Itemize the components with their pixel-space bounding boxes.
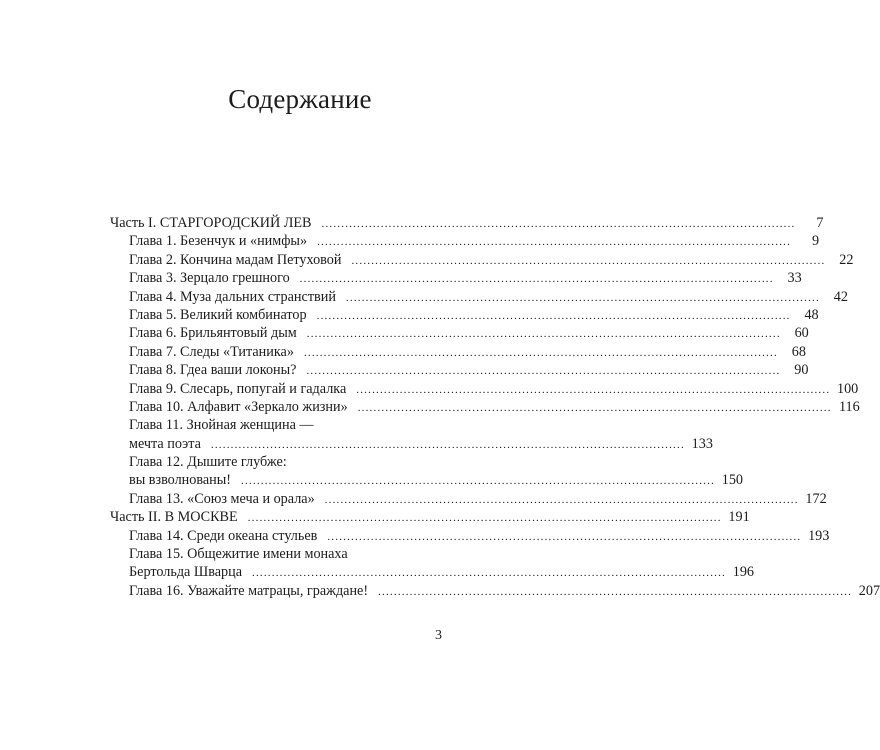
toc-page-number: 116 xyxy=(838,398,860,415)
toc-entry-label: Глава 7. Следы «Титаника» xyxy=(129,343,294,360)
toc-page-number: 22 xyxy=(839,251,854,268)
leader-dots: ........................................................................................................................ xyxy=(317,236,792,249)
leader-dots: ........................................................................................................................ xyxy=(378,585,853,598)
toc-page-number: 150 xyxy=(721,472,744,489)
leader-dots: ........................................................................................................................ xyxy=(210,438,685,451)
toc-entry-label: Глава 10. Алфавит «Зеркало жизни» xyxy=(129,398,348,415)
toc-entry-continuation xyxy=(110,471,744,489)
toc-entry-label: Глава 5. Великий комбинатор xyxy=(129,306,307,323)
toc-entry-label: Глава 13. «Союз меча и орала» xyxy=(129,490,315,507)
toc-entry-label: Глава 2. Кончина мадам Петуховой xyxy=(129,251,342,268)
toc-entry-label: Глава 6. Брильянтовый дым xyxy=(129,325,297,342)
toc-entry-continuation xyxy=(110,563,754,581)
toc-page-number: 60 xyxy=(794,325,809,342)
toc-entry-chapter xyxy=(110,251,854,269)
toc-entry-label: Глава 3. Зерцало грешного xyxy=(129,270,290,287)
toc-page-number: 172 xyxy=(805,490,827,507)
leader-dots: ........................................................................................................................ xyxy=(345,291,820,304)
leader-dots: ........................................................................................................................ xyxy=(306,365,781,378)
toc-entry-chapter xyxy=(110,398,860,416)
toc-page-number: 133 xyxy=(691,435,713,452)
toc-entry-label: Часть I. СТАРГОРОДСКИЙ ЛЕВ xyxy=(110,215,312,231)
leader-dots: ........................................................................................................................ xyxy=(252,567,726,580)
leader-dots: ........................................................................................................................ xyxy=(327,530,802,543)
leader-dots: ........................................................................................................................ xyxy=(247,512,722,525)
toc-entry-chapter xyxy=(110,269,802,287)
leader-dots: ........................................................................................................................ xyxy=(357,401,832,414)
leader-dots: ........................................................................................................................ xyxy=(316,309,791,322)
toc-entry-label: Глава 12. Дышите глубже: xyxy=(129,454,287,471)
page-title: Содержание xyxy=(228,84,372,114)
leader-dots: ........................................................................................................................ xyxy=(299,273,774,286)
leader-dots: ........................................................................................................................ xyxy=(351,254,826,267)
toc-entry-chapter xyxy=(110,232,820,250)
toc-entry-chapter xyxy=(110,324,809,342)
toc-page-number: 90 xyxy=(794,362,809,379)
leader-dots: ........................................................................................................................ xyxy=(241,475,716,488)
toc-entry-chapter-head xyxy=(110,453,438,471)
toc-page-number: 48 xyxy=(804,306,819,323)
toc-entry-chapter xyxy=(110,343,806,361)
toc-entry-chapter xyxy=(110,527,830,545)
leader-dots: ........................................................................................................................ xyxy=(356,383,831,396)
leader-dots: ........................................................................................................................ xyxy=(303,346,778,359)
toc-entry-continuation xyxy=(110,435,713,453)
leader-dots: ........................................................................................................................ xyxy=(324,493,799,506)
toc-entry-label: Глава 15. Общежитие имени монаха xyxy=(129,546,348,563)
toc-page-number: 196 xyxy=(732,564,754,581)
toc-page-number: 68 xyxy=(791,343,806,360)
toc-entry-chapter xyxy=(110,288,848,306)
toc-page-number: 9 xyxy=(811,233,820,250)
toc-entry-label: Глава 11. Знойная женщина — xyxy=(129,417,314,434)
page-number: 3 xyxy=(435,628,442,643)
toc-entry-chapter xyxy=(110,490,827,508)
toc-entry-label: Часть II. В МОСКВЕ xyxy=(110,509,238,526)
toc-entry-label: Глава 1. Безенчук и «нимфы» xyxy=(129,233,308,250)
leader-dots: ........................................................................................................................ xyxy=(306,328,781,341)
toc-entry-chapter xyxy=(110,582,880,600)
toc-page-number: 191 xyxy=(728,509,750,526)
toc-entry-label: мечта поэта xyxy=(129,435,201,452)
toc-entry-chapter-head xyxy=(110,545,438,563)
toc-page-number: 7 xyxy=(816,215,824,231)
toc-entry-label: Глава 9. Слесарь, попугай и гадалка xyxy=(129,380,347,397)
toc-entry-part-2 xyxy=(110,508,750,526)
toc-page-number: 42 xyxy=(833,288,848,305)
toc-page-number: 193 xyxy=(808,527,830,544)
leader-dots: ........................................................................................................................ xyxy=(321,218,796,230)
toc-entry-label: Глава 14. Среди океана стульев xyxy=(129,527,318,544)
toc-page-number: 207 xyxy=(858,582,880,599)
toc-entry-chapter-head xyxy=(110,416,438,434)
toc-entry-label: вы взволнованы! xyxy=(129,472,232,489)
toc-entry-chapter xyxy=(110,361,809,379)
toc-page-number: 33 xyxy=(787,270,802,287)
toc-entry-label: Глава 16. Уважайте матрацы, граждане! xyxy=(129,582,369,599)
table-of-contents xyxy=(110,214,880,600)
toc-page-number: 100 xyxy=(836,380,859,397)
toc-entry-chapter xyxy=(110,380,859,398)
toc-entry-label: Глава 4. Муза дальних странствий xyxy=(129,288,336,305)
toc-entry-part-1 xyxy=(110,214,824,232)
toc-entry-label: Бертольда Шварца xyxy=(129,564,242,581)
toc-entry-chapter xyxy=(110,306,819,324)
toc-entry-label: Глава 8. Гдеа ваши локоны? xyxy=(129,362,297,379)
